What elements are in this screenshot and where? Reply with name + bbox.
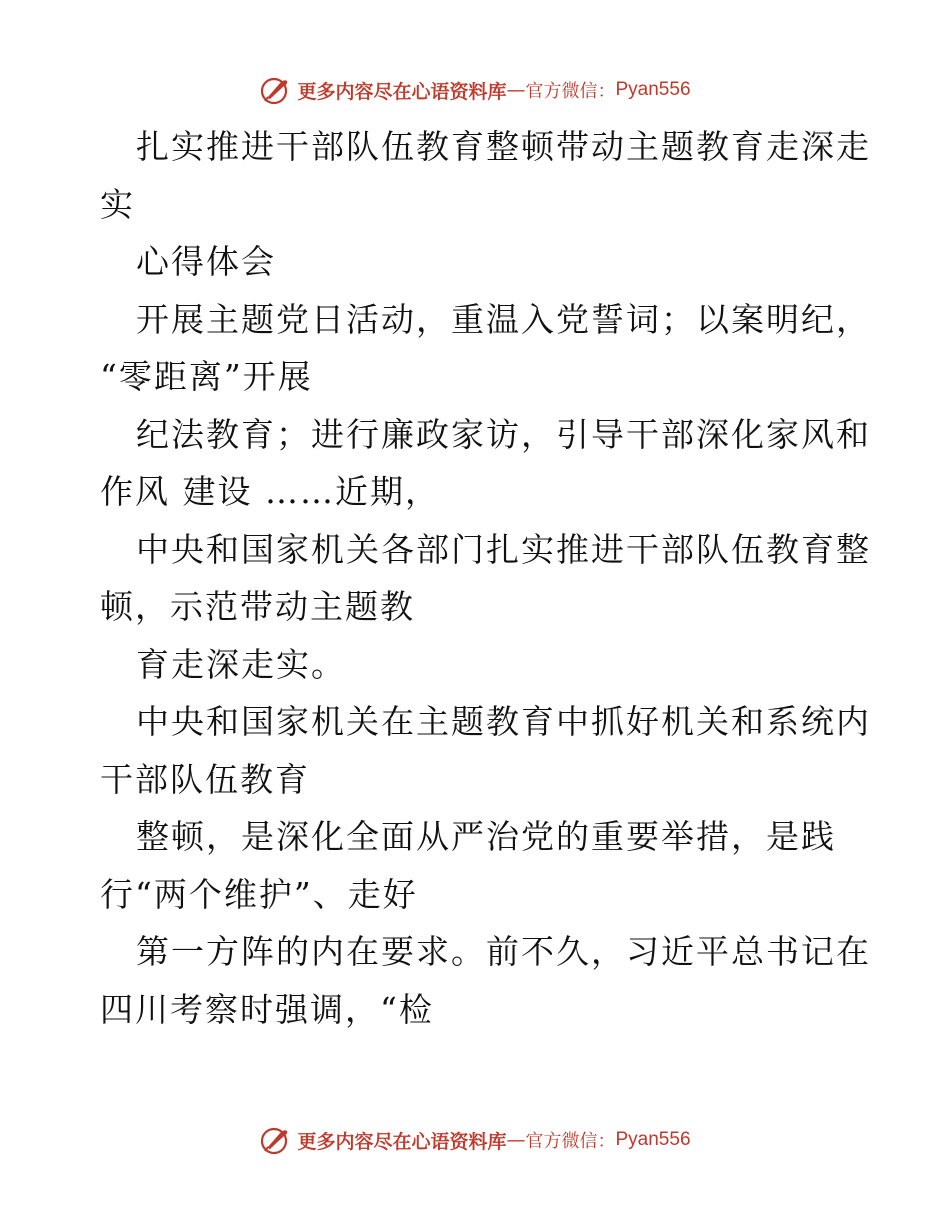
text-line: 育走深走实。	[136, 644, 346, 684]
text-line: 第一方阵的内在要求。前不久，习近平总书记在	[136, 932, 871, 971]
watermark-wechat-id: Pyan556	[615, 1129, 691, 1150]
text-line: 作风 建设 ……近期，	[100, 472, 440, 511]
document-body	[100, 118, 871, 1038]
text-line: 纪法教育；进行廉政家访，引导干部深化家风和	[136, 414, 871, 454]
text-line: 中央和国家机关各部门扎实推进干部队伍教育整	[136, 529, 871, 569]
text-line: 实	[100, 184, 135, 224]
text-line: 四川考察时强调，“检	[100, 989, 434, 1029]
quill-pen-logo-icon	[259, 74, 291, 106]
text-line: 干部队伍教育	[100, 759, 310, 799]
watermark-text: 更多内容尽在心语资料库	[297, 1130, 507, 1153]
watermark-wechat-label: 官方微信：	[525, 1131, 616, 1152]
watermark-dash: —	[506, 1129, 526, 1151]
watermark-wechat-label: 官方微信：	[525, 81, 616, 102]
text-line: 行“两个维护”、走好	[100, 874, 418, 914]
watermark-text: 更多内容尽在心语资料库	[297, 80, 507, 103]
text-line: 顿，示范带动主题教	[100, 587, 415, 626]
footer-watermark	[0, 1120, 950, 1160]
quill-pen-logo-icon	[259, 1124, 291, 1156]
watermark-wechat-id: Pyan556	[615, 79, 691, 100]
text-line: 扎实推进干部队伍教育整顿带动主题教育走深走	[136, 127, 871, 166]
text-line: 开展主题党日活动，重温入党誓词；以案明纪，	[136, 299, 871, 339]
text-line: 中央和国家机关在主题教育中抓好机关和系统内	[136, 702, 871, 741]
watermark-dash: —	[506, 79, 526, 101]
text-line: “零距离”开展	[100, 357, 313, 396]
text-line: 整顿，是深化全面从严治党的重要举措，是践	[136, 817, 836, 856]
text-line: 心得体会	[136, 242, 276, 281]
header-watermark	[0, 70, 950, 110]
